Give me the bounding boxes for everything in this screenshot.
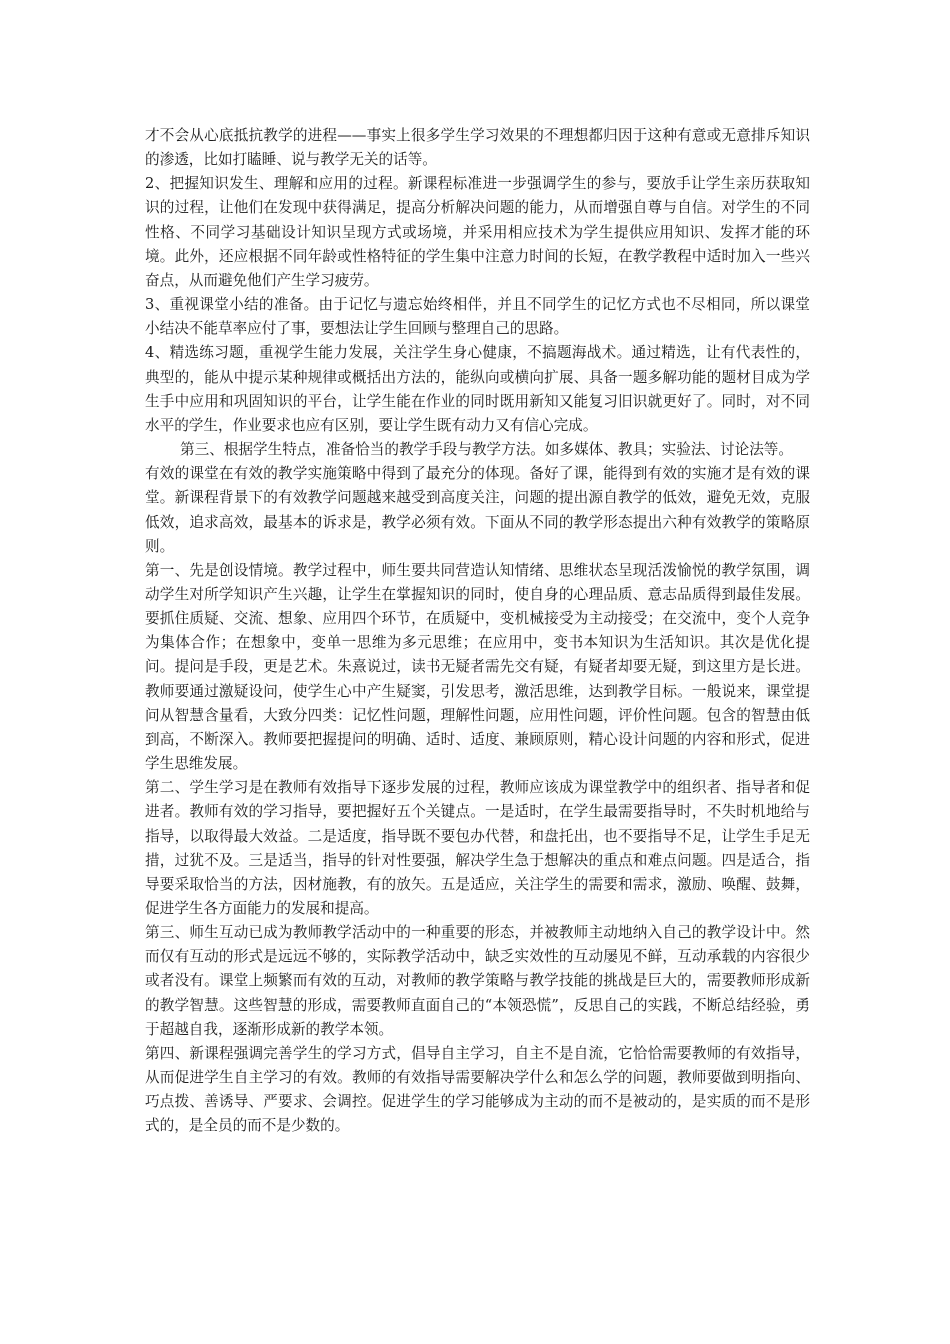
paragraph-second-strategy: 第二、学生学习是在教师有效指导下逐步发展的过程，教师应该成为课堂教学中的组织者、指导者和促进者。教师有效的学习指导，要把握好五个关键点。一是适时，在学生最需要指导时，不失时机地给与指导，以取得最大效益。二是适度，指导既不要包办代替，和盘托出，也不要指导不足，让学生手足无措，过犹不及。三是适当，指导的针对性要强，解决学生急于想解决的重点和难点问题。四是适合，指导要采取恰当的方法，因材施教，有的放矢。五是适应，关注学生的需要和需求，激励、唤醒、鼓舞，促进学生各方面能力的发展和提高。 xyxy=(145,779,810,917)
paragraph-item-4: 4、精选练习题，重视学生能力发展，关注学生身心健康，不搞题海战术。通过精选，让有代表性的，典型的，能从中提示某种规律或概括出方法的，能纵向或横向扩展、具备一题多解功能的题材目成为学生手中应用和巩固知识的平台，让学生能在作业的同时既用新知又能复习旧识就更好了。同时，对不同水平的学生，作业要求也应有区别，要让学生既有动力又有信心完成。 xyxy=(145,344,810,434)
document-page xyxy=(145,124,810,1139)
paragraph-section-three: 第三、根据学生特点，准备恰当的教学手段与教学方法。如多媒体、教具；实验法、讨论法等。 xyxy=(180,441,793,459)
paragraph-third-strategy: 第三、师生互动已成为教师教学活动中的一种重要的形态，并被教师主动地纳入自己的教学设计中。然而仅有互动的形式是远远不够的，实际教学活动中，缺乏实效性的互动屡见不鲜，互动承载的内容很少或者没有。课堂上频繁而有效的互动，对教师的教学策略与教学技能的挑战是巨大的，需要教师形成新的教学智慧。这些智慧的形成，需要教师直面自己的“本领恐慌”，反思自己的实践，不断总结经验，勇于超越自我，逐渐形成新的教学本领。 xyxy=(145,924,810,1038)
paragraph-item-3: 3、重视课堂小结的准备。由于记忆与遗忘始终相伴，并且不同学生的记忆方式也不尽相同，所以课堂小结决不能草率应付了事，要想法让学生回顾与整理自己的思路。 xyxy=(145,296,810,338)
paragraph-continuation: 才不会从心底抵抗教学的进程——事实上很多学生学习效果的不理想都归因于这种有意或无意排斥知识的渗透，比如打瞌睡、说与教学无关的话等。 xyxy=(145,127,810,169)
paragraph-effective-classroom: 有效的课堂在有效的教学实施策略中得到了最充分的体现。备好了课，能得到有效的实施才是有效的课堂。新课程背景下的有效教学问题越来越受到高度关注，问题的提出源自教学的低效，避免无效，克服低效，追求高效，最基本的诉求是，教学必须有效。下面从不同的教学形态提出六种有效教学的策略原则。 xyxy=(145,465,810,555)
paragraph-item-2: 2、把握知识发生、理解和应用的过程。新课程标准进一步强调学生的参与，要放手让学生亲历获取知识的过程，让他们在发现中获得满足，提高分析解决问题的能力，从而增强自尊与自信。对学生的不同性格、不同学习基础设计知识呈现方式或场境，并采用相应技术为学生提供应用知识、发挥才能的环境。此外，还应根据不同年龄或性格特征的学生集中注意力时间的长短，在教学教程中适时加入一些兴奋点，从而避免他们产生学习疲劳。 xyxy=(145,175,810,289)
paragraph-fourth-strategy: 第四、新课程强调完善学生的学习方式，倡导自主学习，自主不是自流，它恰恰需要教师的有效指导，从而促进学生自主学习的有效。教师的有效指导需要解决学什么和怎么学的问题，教师要做到明指向、巧点拨、善诱导、严要求、会调控。促进学生的学习能够成为主动的而不是被动的，是实质的而不是形式的，是全员的而不是少数的。 xyxy=(145,1044,810,1135)
paragraph-first-strategy: 第一、先是创设情境。教学过程中，师生要共同营造认知情绪、思维状态呈现活泼愉悦的教学氛围，调动学生对所学知识产生兴趣，让学生在掌握知识的同时，使自身的心理品质、意志品质得到最佳发展。要抓住质疑、交流、想象、应用四个环节，在质疑中，变机械接受为主动接受；在交流中，变个人竞争为集体合作；在想象中，变单一思维为多元思维；在应用中，变书本知识为生活知识。其次是优化提问。提问是手段，更是艺术。朱熹说过，读书无疑者需先交有疑，有疑者却要无疑，到这里方是长进。教师要通过激疑设问，使学生心中产生疑窦，引发思考，激活思维，达到教学目标。一般说来，课堂提问从智慧含量看，大致分四类：记忆性问题，理解性问题，应用性问题，评价性问题。包含的智慧由低到高，不断深入。教师要把握提问的明确、适时、适度、兼顾原则，精心设计问题的内容和形式，促进学生思维发展。 xyxy=(145,561,810,773)
